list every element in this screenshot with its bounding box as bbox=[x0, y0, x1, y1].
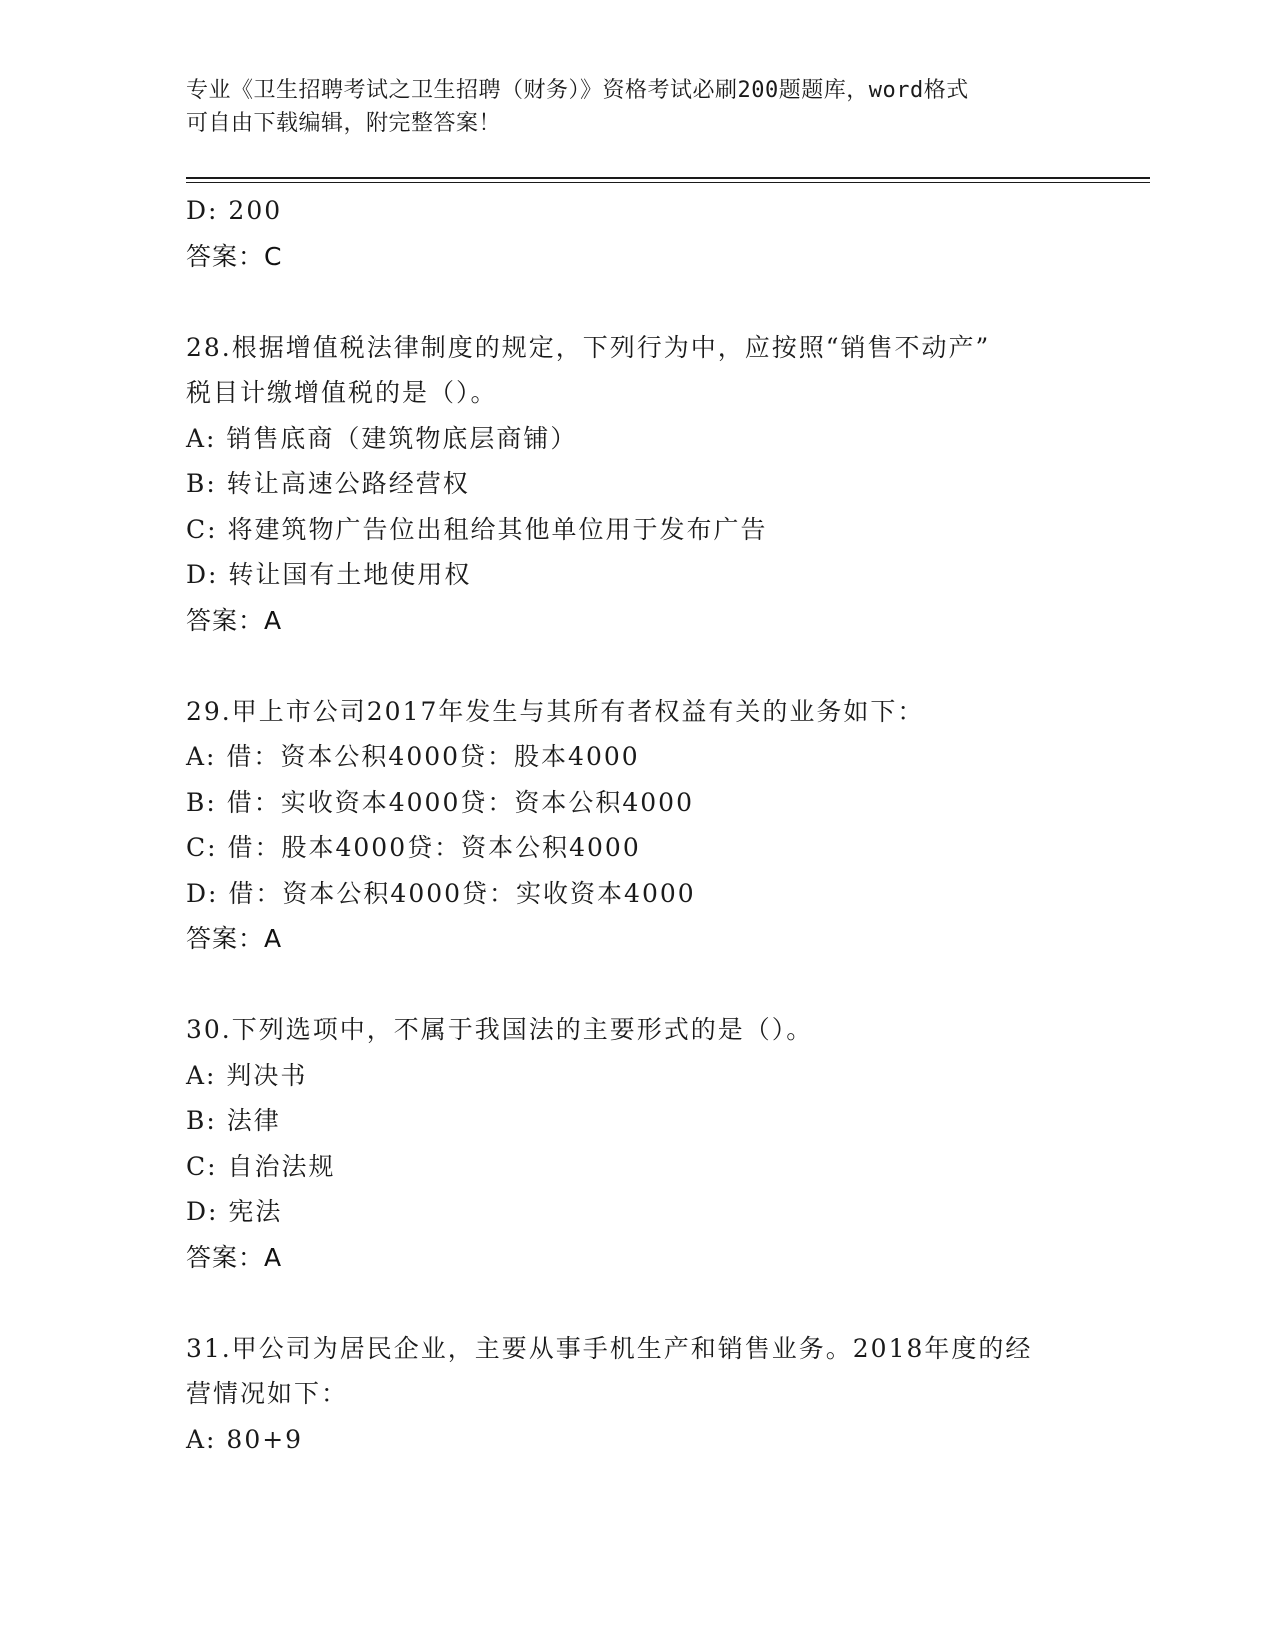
header-divider-thick bbox=[186, 177, 1150, 179]
question-text: 29.甲上市公司2017年发生与其所有者权益有关的业务如下： bbox=[186, 696, 925, 726]
answer-line: 答案：C bbox=[186, 241, 283, 271]
question-text-continued: 税目计缴增值税的是（）。 bbox=[186, 378, 498, 407]
option-a: A: 判决书 bbox=[186, 1060, 308, 1090]
option-b: B: 借：实收资本4000贷：资本公积4000 bbox=[186, 787, 694, 817]
question-text: 28.根据增值税法律制度的规定，下列行为中，应按照“销售不动产” bbox=[186, 332, 991, 362]
option-c: C: 借：股本4000贷：资本公积4000 bbox=[186, 833, 641, 862]
option-c: C: 将建筑物广告位出租给其他单位用于发布广告 bbox=[186, 514, 768, 544]
answer-line: 答案：A bbox=[186, 924, 283, 953]
block-spacer bbox=[186, 962, 1086, 1008]
option-d: D: 借：资本公积4000贷：实收资本4000 bbox=[186, 878, 696, 908]
option-line: D: 200 bbox=[186, 196, 283, 225]
block-spacer bbox=[186, 643, 1086, 689]
question-block-30 bbox=[186, 1007, 1086, 1280]
option-c: C: 自治法规 bbox=[186, 1151, 336, 1181]
header-divider-thin bbox=[186, 182, 1150, 183]
answer-line: 答案：A bbox=[186, 1242, 283, 1272]
option-a: A: 借：资本公积4000贷：股本4000 bbox=[186, 742, 640, 771]
question-text-continued: 营情况如下： bbox=[186, 1379, 349, 1408]
answer-line: 答案：A bbox=[186, 605, 283, 635]
option-d: D: 转让国有土地使用权 bbox=[186, 560, 472, 589]
block-spacer bbox=[186, 279, 1086, 325]
question-block-31 bbox=[186, 1326, 1086, 1463]
option-a: A: 销售底商（建筑物底层商铺） bbox=[186, 423, 578, 453]
document-header bbox=[186, 74, 1066, 140]
option-a: A: 80+9 bbox=[186, 1424, 304, 1454]
question-content bbox=[186, 188, 1086, 1462]
option-d: D: 宪法 bbox=[186, 1197, 283, 1226]
block-spacer bbox=[186, 1280, 1086, 1326]
question-text: 30.下列选项中，不属于我国法的主要形式的是（）。 bbox=[186, 1015, 814, 1044]
option-b: B: 转让高速公路经营权 bbox=[186, 469, 470, 498]
question-text: 31.甲公司为居民企业，主要从事手机生产和销售业务。2018年度的经 bbox=[186, 1333, 1033, 1363]
option-b: B: 法律 bbox=[186, 1106, 281, 1135]
question-block-27 bbox=[186, 188, 1086, 279]
question-block-29 bbox=[186, 689, 1086, 962]
header-title-line-2: 可自由下载编辑，附完整答案！ bbox=[186, 111, 502, 136]
header-title-line-1: 专业《卫生招聘考试之卫生招聘（财务）》资格考试必刷200题题库，word格式 bbox=[186, 78, 969, 103]
question-block-28 bbox=[186, 325, 1086, 644]
